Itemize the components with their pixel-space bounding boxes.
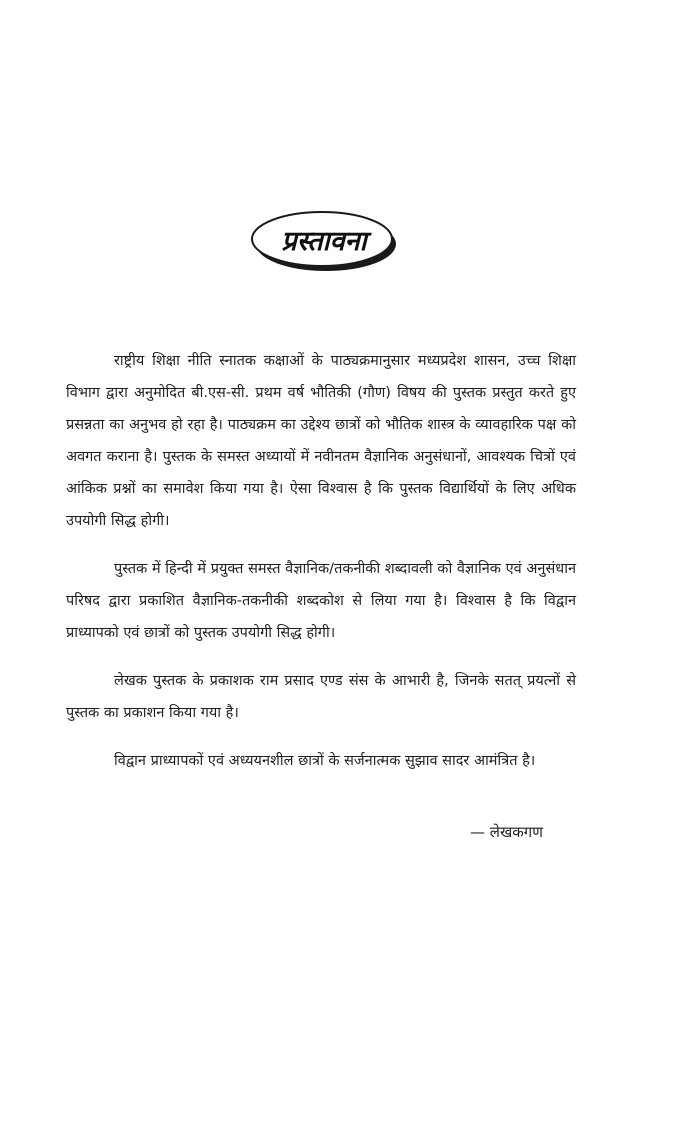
paragraph-3: लेखक पुस्तक के प्रकाशक राम प्रसाद एण्ड संस के आभारी है, जिनके सतत् प्रयत्नों से पुस्तक का प्रकाशन किया गया है। — [66, 673, 576, 721]
paragraph-1: राष्ट्रीय शिक्षा नीति स्नातक कक्षाओं के पाठ्यक्रमानुसार मध्यप्रदेश शासन, उच्च शिक्षा विभाग द्वारा अनुमोदित बी.एस-सी. प्रथम वर्ष भौतिकी (गौण) विषय की पुस्तक प्रस्तुत करते हुए प्रसन्नता का अनुभव हो रहा है। पाठ्यक्रम का उद्देश्य छात्रों को भौतिक शास्त्र के व्यावहारिक पक्ष को अवगत कराना है। पुस्तक के समस्त अध्यायों में नवीनतम वैज्ञानिक अनुसंधानों, आवश्यक चित्रों एवं आंकिक प्रश्नों का समावेश किया गया है। ऐसा विश्वास है कि पुस्तक विद्यार्थियों के लिए अधिक उपयोगी सिद्ध होगी। — [66, 353, 576, 529]
heading-badge — [250, 208, 398, 274]
paragraph-2: पुस्तक में हिन्दी में प्रयुक्त समस्त वैज्ञानिक/तकनीकी शब्दावली को वैज्ञानिक एवं अनुसंधान परिषद द्वारा प्रकाशित वैज्ञानिक-तकनीकी शब्दकोश से लिया गया है। विश्वास है कि विद्वान प्राध्यापको एवं छात्रों को पुस्तक उपयोगी सिद्ध होगी। — [66, 561, 576, 641]
preface-body — [66, 345, 576, 777]
paragraph-4: विद्वान प्राध्यापकों एवं अध्ययनशील छात्रों के सर्जनात्मक सुझाव सादर आमंत्रित है। — [114, 753, 536, 769]
page-title: प्रस्तावना — [281, 225, 367, 257]
author-signature: — लेखकगण — [470, 823, 544, 841]
